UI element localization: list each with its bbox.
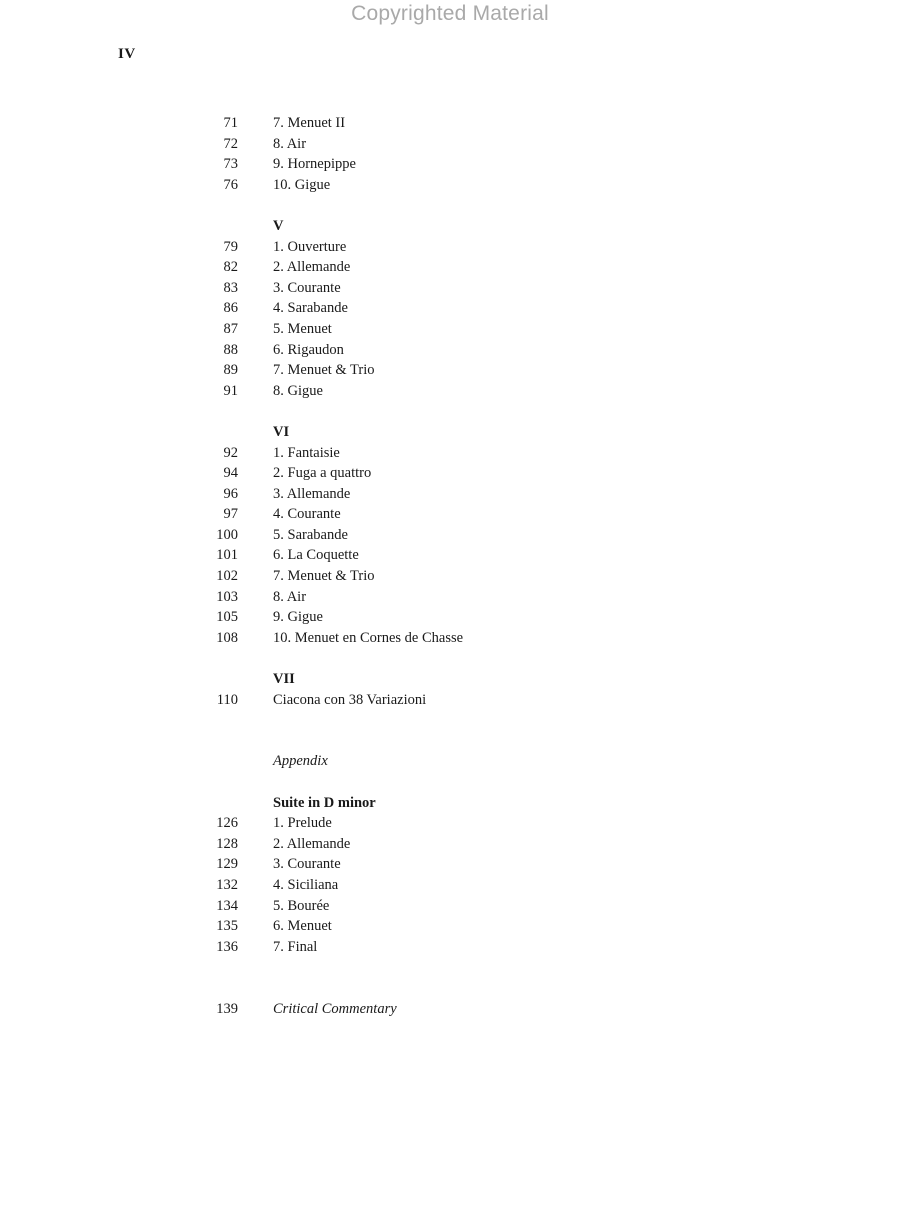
- toc-page-number: 126: [216, 815, 238, 832]
- table-of-contents: [0, 113, 900, 1019]
- toc-entry: [0, 607, 900, 628]
- toc-page-number: 134: [216, 897, 238, 914]
- toc-page-number: 103: [216, 588, 238, 605]
- section-heading: V: [273, 217, 284, 234]
- toc-title: 6. Rigaudon: [273, 341, 344, 358]
- toc-page-number: 92: [223, 444, 238, 461]
- toc-entry: [0, 690, 900, 711]
- toc-entry: [0, 154, 900, 175]
- toc-title: 2. Fuga a quattro: [273, 465, 372, 482]
- toc-title: 2. Allemande: [273, 259, 351, 276]
- toc-title: 5. Menuet: [273, 320, 332, 337]
- section-heading-vi: [0, 422, 900, 443]
- toc-page-number: 135: [216, 918, 238, 935]
- toc-page-number: 76: [223, 176, 238, 193]
- toc-title: Ciacona con 38 Variazioni: [273, 691, 427, 708]
- toc-page-number: 129: [216, 856, 238, 873]
- toc-title: 9. Gigue: [273, 609, 323, 626]
- toc-page-number: 105: [216, 609, 238, 626]
- toc-page-number: 87: [223, 320, 238, 337]
- toc-title: 9. Hornepippe: [273, 156, 356, 173]
- toc-title: Critical Commentary: [273, 1000, 397, 1017]
- toc-entry: [0, 257, 900, 278]
- toc-title: 4. Sarabande: [273, 300, 348, 317]
- toc-page-number: 82: [223, 259, 238, 276]
- toc-title: 8. Air: [273, 135, 307, 152]
- appendix-label-row: [0, 751, 900, 772]
- toc-title: 4. Courante: [273, 506, 341, 523]
- toc-entry: [0, 237, 900, 258]
- toc-entry: [0, 134, 900, 155]
- toc-page-number: 101: [216, 547, 238, 564]
- toc-page-number: 94: [223, 465, 238, 482]
- toc-entry: [0, 525, 900, 546]
- toc-entry: [0, 896, 900, 917]
- toc-page-number: 139: [216, 1000, 238, 1017]
- toc-entry: [0, 587, 900, 608]
- toc-title: 6. La Coquette: [273, 547, 359, 564]
- toc-entry: [0, 628, 900, 649]
- toc-entry: [0, 484, 900, 505]
- toc-entry: [0, 916, 900, 937]
- section-heading-vii: [0, 669, 900, 690]
- toc-title: 1. Prelude: [273, 815, 332, 832]
- toc-page-number: 108: [216, 629, 238, 646]
- toc-page-number: 96: [223, 485, 238, 502]
- toc-title: 10. Gigue: [273, 176, 331, 193]
- toc-page-number: 97: [223, 506, 238, 523]
- toc-page-number: 83: [223, 279, 238, 296]
- toc-entry: [0, 360, 900, 381]
- toc-page-number: 79: [223, 238, 238, 255]
- toc-entry: [0, 545, 900, 566]
- toc-title: 10. Menuet en Cornes de Chasse: [273, 629, 464, 646]
- toc-entry: [0, 813, 900, 834]
- section-heading-appendix-suite: [0, 793, 900, 814]
- toc-entry: [0, 854, 900, 875]
- toc-page-number: 128: [216, 835, 238, 852]
- toc-entry: [0, 298, 900, 319]
- toc-page-number: 71: [223, 115, 238, 131]
- toc-entry: [0, 278, 900, 299]
- toc-page-number: 89: [223, 362, 238, 379]
- toc-title: 1. Fantaisie: [273, 444, 340, 461]
- toc-page-number: 86: [223, 300, 238, 317]
- toc-page-number: 91: [223, 382, 238, 399]
- toc-title: 2. Allemande: [273, 835, 351, 852]
- toc-entry: [0, 566, 900, 587]
- toc-entry: [0, 340, 900, 361]
- toc-page-number: 132: [216, 876, 238, 893]
- toc-title: 3. Courante: [273, 856, 341, 873]
- toc-page-number: 88: [223, 341, 238, 358]
- toc-entry: [0, 319, 900, 340]
- toc-entry: [0, 381, 900, 402]
- toc-page-number: 102: [216, 568, 238, 585]
- toc-entry: [0, 504, 900, 525]
- section-heading: VII: [273, 671, 295, 688]
- toc-page-number: 100: [216, 526, 238, 543]
- copyright-watermark: Copyrighted Material: [351, 2, 549, 25]
- toc-title: 5. Bourée: [273, 897, 330, 914]
- section-heading: Suite in D minor: [273, 794, 376, 811]
- toc-title: 3. Allemande: [273, 485, 351, 502]
- toc-title: 8. Gigue: [273, 382, 323, 399]
- toc-title: 4. Siciliana: [273, 876, 339, 893]
- toc-entry: [0, 937, 900, 958]
- toc-page-number: 136: [216, 938, 238, 955]
- toc-entry: [0, 875, 900, 896]
- toc-title: 3. Courante: [273, 279, 341, 296]
- toc-title: 7. Menuet & Trio: [273, 362, 375, 379]
- section-heading: VI: [273, 423, 290, 440]
- toc-entry: [0, 463, 900, 484]
- toc-entry: [0, 175, 900, 196]
- toc-entry-commentary: [0, 999, 900, 1020]
- toc-title: 7. Menuet II: [273, 115, 346, 131]
- toc-title: 7. Menuet & Trio: [273, 568, 375, 585]
- toc-entry: [0, 113, 900, 134]
- appendix-label: Appendix: [273, 753, 328, 770]
- toc-page-number: 72: [223, 135, 238, 152]
- toc-title: 1. Ouverture: [273, 238, 347, 255]
- toc-title: 5. Sarabande: [273, 526, 348, 543]
- toc-page-number: 73: [223, 156, 238, 173]
- toc-page-number: 110: [216, 691, 238, 708]
- page-number: IV: [118, 46, 136, 62]
- toc-title: 6. Menuet: [273, 918, 332, 935]
- toc-title: 8. Air: [273, 588, 307, 605]
- toc-title: 7. Final: [273, 938, 318, 955]
- toc-entry: [0, 834, 900, 855]
- toc-entry: [0, 443, 900, 464]
- section-heading-v: [0, 216, 900, 237]
